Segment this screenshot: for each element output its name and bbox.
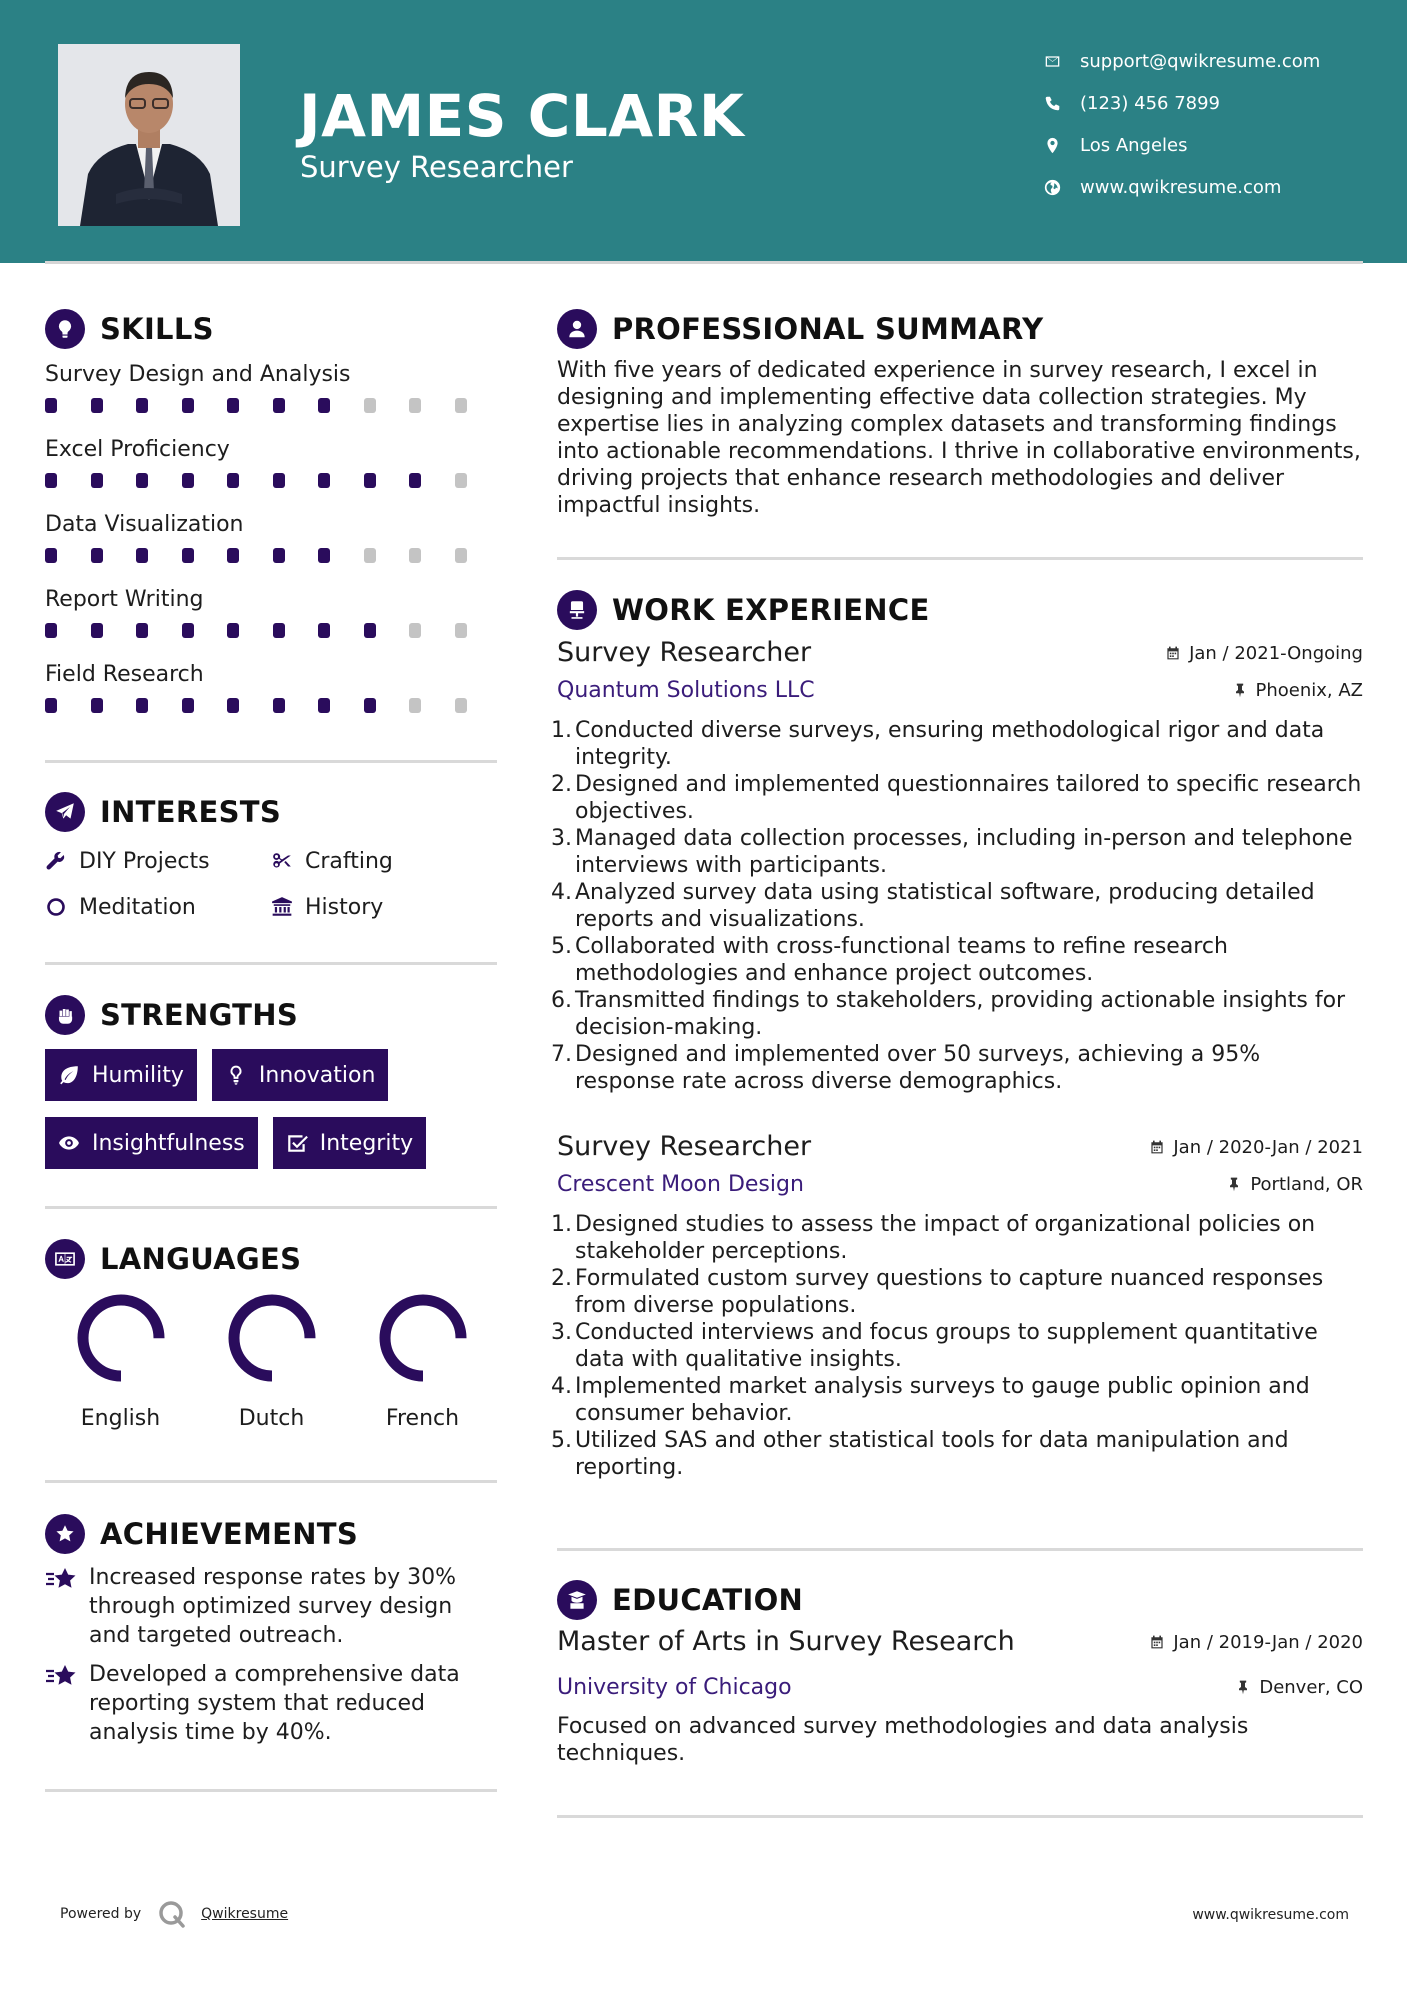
job-bullet bbox=[551, 1427, 1363, 1481]
language-item bbox=[196, 1290, 347, 1431]
skill-dot-filled bbox=[409, 473, 421, 488]
star-badge-icon bbox=[45, 1514, 85, 1554]
job-bullet bbox=[551, 825, 1363, 879]
strength-chip bbox=[45, 1049, 197, 1101]
job-header bbox=[557, 1131, 1363, 1167]
bullet-number: 4. bbox=[551, 1374, 572, 1399]
pushpin-icon bbox=[1226, 1176, 1242, 1192]
strengths-list bbox=[45, 1049, 500, 1185]
candidate-title: Survey Researcher bbox=[300, 150, 573, 184]
languages-title: LANGUAGES bbox=[100, 1242, 302, 1276]
job-bullet bbox=[551, 1265, 1363, 1319]
skill-item bbox=[45, 658, 500, 733]
skills-heading bbox=[45, 309, 214, 349]
skill-dot-filled bbox=[136, 398, 148, 413]
education-header bbox=[557, 1626, 1363, 1662]
job-bullet bbox=[551, 717, 1363, 771]
bullet-text: Formulated custom survey questions to capture nuanced responses from diverse populations. bbox=[575, 1266, 1324, 1318]
job-company: Crescent Moon Design bbox=[557, 1171, 804, 1197]
skill-dot-empty bbox=[364, 548, 376, 563]
museum-icon bbox=[271, 896, 293, 918]
interest-label: Crafting bbox=[305, 848, 393, 874]
job-company: Quantum Solutions LLC bbox=[557, 677, 815, 703]
shooting-star-icon bbox=[45, 1565, 79, 1595]
summary-divider bbox=[557, 557, 1363, 560]
interests-heading bbox=[45, 792, 281, 832]
interests-list bbox=[45, 838, 500, 930]
job-bullet bbox=[551, 1211, 1363, 1265]
job-bullet bbox=[551, 1319, 1363, 1373]
language-name: French bbox=[385, 1406, 460, 1431]
strengths-title: STRENGTHS bbox=[100, 998, 299, 1032]
bullet-number: 3. bbox=[551, 1320, 572, 1345]
bullet-text: Implemented market analysis surveys to gauge public opinion and consumer behavior. bbox=[575, 1374, 1310, 1426]
strengths-row bbox=[45, 1049, 500, 1101]
bullet-text: Conducted diverse surveys, ensuring methodological rigor and data integrity. bbox=[575, 718, 1325, 770]
lightbulb-icon bbox=[225, 1064, 247, 1086]
summary-heading bbox=[557, 309, 1043, 349]
calendar-icon bbox=[1149, 1634, 1165, 1650]
language-name: Dutch bbox=[238, 1406, 305, 1431]
languages-heading bbox=[45, 1239, 301, 1279]
education-location-text: Denver, CO bbox=[1259, 1676, 1363, 1698]
job-bullet bbox=[551, 1041, 1363, 1095]
achievements-heading bbox=[45, 1514, 358, 1554]
education-location bbox=[1235, 1677, 1363, 1698]
bullet-number: 6. bbox=[551, 988, 572, 1013]
skill-name: Survey Design and Analysis bbox=[45, 362, 351, 387]
office-chair-icon bbox=[557, 590, 597, 630]
contact-phone-text[interactable]: (123) 456 7899 bbox=[1080, 92, 1221, 114]
job-bullet bbox=[551, 1373, 1363, 1427]
contact-website-text[interactable]: www.qwikresume.com bbox=[1080, 176, 1282, 198]
skill-dot-empty bbox=[409, 623, 421, 638]
skill-rating bbox=[45, 473, 500, 488]
skill-dot-empty bbox=[455, 623, 467, 638]
skill-name: Excel Proficiency bbox=[45, 437, 230, 462]
paper-plane-icon bbox=[45, 792, 85, 832]
education-divider bbox=[557, 1815, 1363, 1818]
skill-dot-filled bbox=[182, 398, 194, 413]
contact-location bbox=[1044, 124, 1384, 166]
skills-title: SKILLS bbox=[100, 312, 214, 346]
contact-email-text[interactable]: support@qwikresume.com bbox=[1080, 50, 1321, 72]
brand-link[interactable]: Qwikresume bbox=[201, 1906, 289, 1922]
education-description: Focused on advanced survey methodologies and data analysis techniques. bbox=[557, 1714, 1249, 1766]
translate-icon bbox=[45, 1239, 85, 1279]
shooting-star-icon bbox=[45, 1662, 79, 1692]
job-date-text: Jan / 2020-Jan / 2021 bbox=[1173, 1136, 1363, 1158]
skill-name: Field Research bbox=[45, 662, 204, 687]
strengths-divider bbox=[45, 1206, 497, 1209]
bullet-text: Designed and implemented over 50 surveys, achieving a 95% response rate across diverse demographics. bbox=[575, 1042, 1261, 1094]
strengths-heading bbox=[45, 995, 298, 1035]
skill-dot-filled bbox=[91, 623, 103, 638]
job-role: Survey Researcher bbox=[557, 1131, 812, 1162]
strength-label: Integrity bbox=[319, 1130, 414, 1156]
skill-name: Data Visualization bbox=[45, 512, 244, 537]
phone-icon bbox=[1044, 95, 1080, 112]
interest-item bbox=[271, 849, 497, 874]
achievements-list bbox=[45, 1563, 500, 1757]
skill-dot-filled bbox=[136, 623, 148, 638]
experience-divider bbox=[557, 1548, 1363, 1551]
lightbulb-icon bbox=[45, 309, 85, 349]
skills-divider bbox=[45, 760, 497, 763]
skill-dot-filled bbox=[273, 473, 285, 488]
bullet-text: Utilized SAS and other statistical tools for data manipulation and reporting. bbox=[575, 1428, 1289, 1480]
skill-dot-empty bbox=[455, 473, 467, 488]
footer-powered-by bbox=[60, 1899, 288, 1929]
bullet-text: Transmitted findings to stakeholders, providing actionable insights for decision-making. bbox=[575, 988, 1346, 1040]
skill-dot-filled bbox=[227, 398, 239, 413]
experience-title: WORK EXPERIENCE bbox=[612, 593, 930, 627]
skill-dot-filled bbox=[227, 473, 239, 488]
skill-dot-empty bbox=[455, 698, 467, 713]
skill-dot-filled bbox=[227, 698, 239, 713]
contact-phone[interactable] bbox=[1044, 82, 1384, 124]
bullet-text: Managed data collection processes, including in-person and telephone interviews with participants. bbox=[575, 826, 1353, 878]
contact-email[interactable] bbox=[1044, 40, 1384, 82]
candidate-name: JAMES CLARK bbox=[299, 82, 745, 150]
language-progress-ring bbox=[224, 1290, 320, 1386]
skill-dot-empty bbox=[409, 398, 421, 413]
job-date bbox=[1149, 1137, 1363, 1158]
job-bullet bbox=[551, 879, 1363, 933]
job-date-text: Jan / 2021-Ongoing bbox=[1189, 642, 1363, 664]
education-entry bbox=[557, 1626, 1363, 1767]
job-role: Survey Researcher bbox=[557, 637, 812, 668]
profile-photo bbox=[58, 44, 240, 226]
skill-dot-empty bbox=[455, 398, 467, 413]
bullet-number: 5. bbox=[551, 934, 572, 959]
language-item bbox=[347, 1290, 498, 1431]
job-location-text: Phoenix, AZ bbox=[1255, 679, 1363, 701]
bullet-text: Conducted interviews and focus groups to supplement quantitative data with qualitative insights. bbox=[575, 1320, 1318, 1372]
language-name: English bbox=[80, 1406, 161, 1431]
bullet-number: 3. bbox=[551, 826, 572, 851]
education-heading bbox=[557, 1580, 803, 1620]
job-date bbox=[1165, 643, 1363, 664]
skill-rating bbox=[45, 623, 500, 638]
skill-dot-empty bbox=[409, 698, 421, 713]
skill-rating bbox=[45, 548, 500, 563]
bullet-number: 7. bbox=[551, 1042, 572, 1067]
skill-item bbox=[45, 433, 500, 508]
interest-label: History bbox=[305, 894, 384, 920]
languages-divider bbox=[45, 1480, 497, 1483]
skill-dot-filled bbox=[91, 473, 103, 488]
pushpin-icon bbox=[1235, 1679, 1251, 1695]
skill-dot-filled bbox=[91, 398, 103, 413]
user-icon bbox=[557, 309, 597, 349]
skill-rating bbox=[45, 398, 500, 413]
bullet-text: Designed studies to assess the impact of organizational policies on stakeholder perceptions. bbox=[575, 1212, 1316, 1264]
strength-chip bbox=[45, 1117, 258, 1169]
skill-dot-filled bbox=[364, 698, 376, 713]
circle-icon bbox=[45, 896, 67, 918]
profile-photo-image bbox=[58, 44, 240, 226]
skill-dot-filled bbox=[45, 548, 57, 563]
languages-list bbox=[45, 1290, 515, 1431]
map-marker-icon bbox=[1044, 137, 1080, 154]
contact-list bbox=[1044, 40, 1384, 208]
achievement-item bbox=[45, 1660, 500, 1747]
checkbox-icon bbox=[286, 1132, 308, 1154]
education-school: University of Chicago bbox=[557, 1674, 792, 1700]
job-location-text: Portland, OR bbox=[1250, 1173, 1363, 1195]
job-subheader bbox=[557, 673, 1363, 707]
achievement-text: Increased response rates by 30% through optimized survey design and targeted outreach. bbox=[89, 1565, 456, 1648]
job-location bbox=[1226, 1174, 1363, 1195]
strength-label: Insightfulness bbox=[92, 1130, 245, 1156]
skill-dot-filled bbox=[45, 623, 57, 638]
interest-label: Meditation bbox=[79, 894, 196, 920]
strengths-row bbox=[45, 1117, 500, 1169]
skill-dot-empty bbox=[364, 398, 376, 413]
skill-dot-filled bbox=[182, 473, 194, 488]
contact-location-text: Los Angeles bbox=[1080, 134, 1188, 156]
language-progress-arc bbox=[234, 1300, 310, 1376]
bullet-number: 1. bbox=[551, 718, 572, 743]
skill-item bbox=[45, 358, 500, 433]
bullet-text: Analyzed survey data using statistical software, producing detailed reports and visualizations. bbox=[575, 880, 1315, 932]
skill-dot-filled bbox=[182, 623, 194, 638]
skill-dot-empty bbox=[455, 548, 467, 563]
interest-item bbox=[45, 895, 271, 920]
skill-item bbox=[45, 508, 500, 583]
skill-dot-filled bbox=[364, 473, 376, 488]
fist-icon bbox=[45, 995, 85, 1035]
job-bullets bbox=[551, 717, 1363, 1095]
interest-label: DIY Projects bbox=[79, 848, 210, 874]
calendar-icon bbox=[1149, 1139, 1165, 1155]
language-progress-ring bbox=[73, 1290, 169, 1386]
job-bullet bbox=[551, 933, 1363, 987]
education-subheader bbox=[557, 1670, 1363, 1704]
bullet-number: 5. bbox=[551, 1428, 572, 1453]
skill-dot-filled bbox=[91, 548, 103, 563]
job-header bbox=[557, 637, 1363, 673]
achievements-title: ACHIEVEMENTS bbox=[100, 1517, 359, 1551]
scissors-icon bbox=[271, 850, 293, 872]
skill-name: Report Writing bbox=[45, 587, 204, 612]
skill-dot-filled bbox=[182, 698, 194, 713]
eye-icon bbox=[58, 1132, 80, 1154]
skill-dot-filled bbox=[318, 473, 330, 488]
skill-dot-filled bbox=[318, 698, 330, 713]
skill-dot-filled bbox=[273, 398, 285, 413]
achievement-item bbox=[45, 1563, 500, 1650]
strength-label: Humility bbox=[92, 1062, 184, 1088]
skill-dot-filled bbox=[45, 473, 57, 488]
job-bullet bbox=[551, 987, 1363, 1041]
graduate-icon bbox=[557, 1580, 597, 1620]
skill-dot-filled bbox=[318, 623, 330, 638]
skill-dot-filled bbox=[364, 623, 376, 638]
globe-icon bbox=[1044, 179, 1080, 196]
interests-title: INTERESTS bbox=[100, 795, 282, 829]
job-entry bbox=[551, 1131, 1363, 1481]
strength-chip bbox=[273, 1117, 426, 1169]
summary-text: With five years of dedicated experience in survey research, I excel in designing and implementing effective data collection strategies. My expertise lies in analyzing complex datasets and transforming findings into actionable recommendations. I thrive in collaborative environments, driving projects that enhance research methodologies and deliver impactful insights. bbox=[557, 358, 1361, 518]
powered-by-label: Powered by bbox=[60, 1906, 142, 1922]
language-progress-arc bbox=[83, 1300, 159, 1376]
interests-divider bbox=[45, 962, 497, 965]
skill-dot-filled bbox=[136, 698, 148, 713]
skill-dot-filled bbox=[45, 398, 57, 413]
achievements-divider bbox=[45, 1789, 497, 1792]
skills-list bbox=[45, 358, 500, 733]
skill-dot-filled bbox=[136, 473, 148, 488]
skill-dot-filled bbox=[182, 548, 194, 563]
job-bullet bbox=[551, 771, 1363, 825]
skill-item bbox=[45, 583, 500, 658]
bullet-text: Designed and implemented questionnaires tailored to specific research objectives. bbox=[575, 772, 1362, 824]
skill-dot-filled bbox=[45, 698, 57, 713]
language-progress-ring bbox=[375, 1290, 471, 1386]
header-divider bbox=[45, 261, 1363, 264]
education-degree: Master of Arts in Survey Research bbox=[557, 1626, 1015, 1657]
language-item bbox=[45, 1290, 196, 1431]
contact-website[interactable] bbox=[1044, 166, 1384, 208]
strength-label: Innovation bbox=[258, 1062, 376, 1088]
strength-chip bbox=[212, 1049, 388, 1101]
skill-dot-filled bbox=[227, 548, 239, 563]
interest-item bbox=[271, 895, 497, 920]
interests-row bbox=[45, 838, 500, 884]
skill-rating bbox=[45, 698, 500, 713]
interest-item bbox=[45, 849, 271, 874]
job-subheader bbox=[557, 1167, 1363, 1201]
bullet-number: 2. bbox=[551, 1266, 572, 1291]
bullet-text: Collaborated with cross-functional teams to refine research methodologies and enhance project outcomes. bbox=[575, 934, 1228, 986]
summary-title: PROFESSIONAL SUMMARY bbox=[612, 312, 1044, 346]
leaf-icon bbox=[58, 1064, 80, 1086]
skill-dot-filled bbox=[91, 698, 103, 713]
interests-row bbox=[45, 884, 500, 930]
experience-heading bbox=[557, 590, 930, 630]
qwikresume-logo-icon bbox=[157, 1899, 187, 1929]
job-bullets bbox=[551, 1211, 1363, 1481]
job-entry bbox=[551, 637, 1363, 1095]
skill-dot-filled bbox=[227, 623, 239, 638]
skill-dot-empty bbox=[409, 548, 421, 563]
resume-header bbox=[0, 0, 1407, 263]
skill-dot-filled bbox=[318, 548, 330, 563]
education-title: EDUCATION bbox=[612, 1583, 804, 1617]
skill-dot-filled bbox=[318, 398, 330, 413]
envelope-icon bbox=[1044, 53, 1080, 70]
bullet-number: 4. bbox=[551, 880, 572, 905]
education-date bbox=[1149, 1632, 1363, 1653]
education-date-text: Jan / 2019-Jan / 2020 bbox=[1173, 1631, 1363, 1653]
wrench-icon bbox=[45, 850, 67, 872]
job-location bbox=[1232, 680, 1364, 701]
achievement-text: Developed a comprehensive data reporting system that reduced analysis time by 40%. bbox=[89, 1662, 460, 1745]
skill-dot-filled bbox=[273, 548, 285, 563]
skill-dot-filled bbox=[273, 623, 285, 638]
skill-dot-filled bbox=[273, 698, 285, 713]
skill-dot-filled bbox=[136, 548, 148, 563]
language-progress-arc bbox=[385, 1300, 461, 1376]
bullet-number: 2. bbox=[551, 772, 572, 797]
calendar-icon bbox=[1165, 645, 1181, 661]
bullet-number: 1. bbox=[551, 1212, 572, 1237]
pushpin-icon bbox=[1232, 682, 1248, 698]
footer-url[interactable]: www.qwikresume.com bbox=[1192, 1907, 1349, 1923]
